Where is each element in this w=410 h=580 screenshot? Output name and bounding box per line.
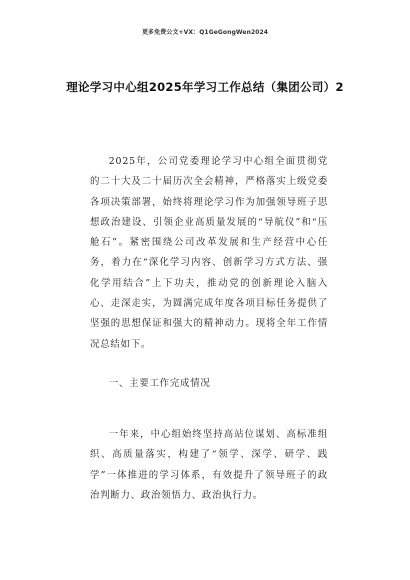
paragraph-section-one: 一年来，中心组始终坚持高站位谋划、高标准组织、高质量落实，构建了“领学、深学、研学、践学”一体推进的学习体系，有效提升了领导班子的政治判断力、政治领悟力、政治执行力。 xyxy=(90,429,328,501)
section-heading: 一、主要工作完成情况 xyxy=(108,378,211,389)
header-note: 更多免费公文+VX：Q1GeGongWen2024 xyxy=(141,29,269,36)
paragraph-intro: 2025年，公司党委理论学习中心组全面贯彻党的二十大及二十届历次全会精神，严格落实上级党委各项决策部署，始终将理论学习作为加强领导班子思想政治建设、引领企业高质量发展的“导航仪”和“压舱石”。紧密围绕公司改革发展和生产经营中心任务，着力在“深化学习内容、创新学习方式方法、强化学用结合”上下功夫，推动党的创新理论入脑入心、走深走实，为圆满完成年度各项目标任务提供了坚强的思想保证和强大的精神动力。现将全年工作情况总结如下。 xyxy=(90,156,328,350)
document-title: 理论学习中心组2025年学习工作总结（集团公司）2 xyxy=(66,80,344,94)
